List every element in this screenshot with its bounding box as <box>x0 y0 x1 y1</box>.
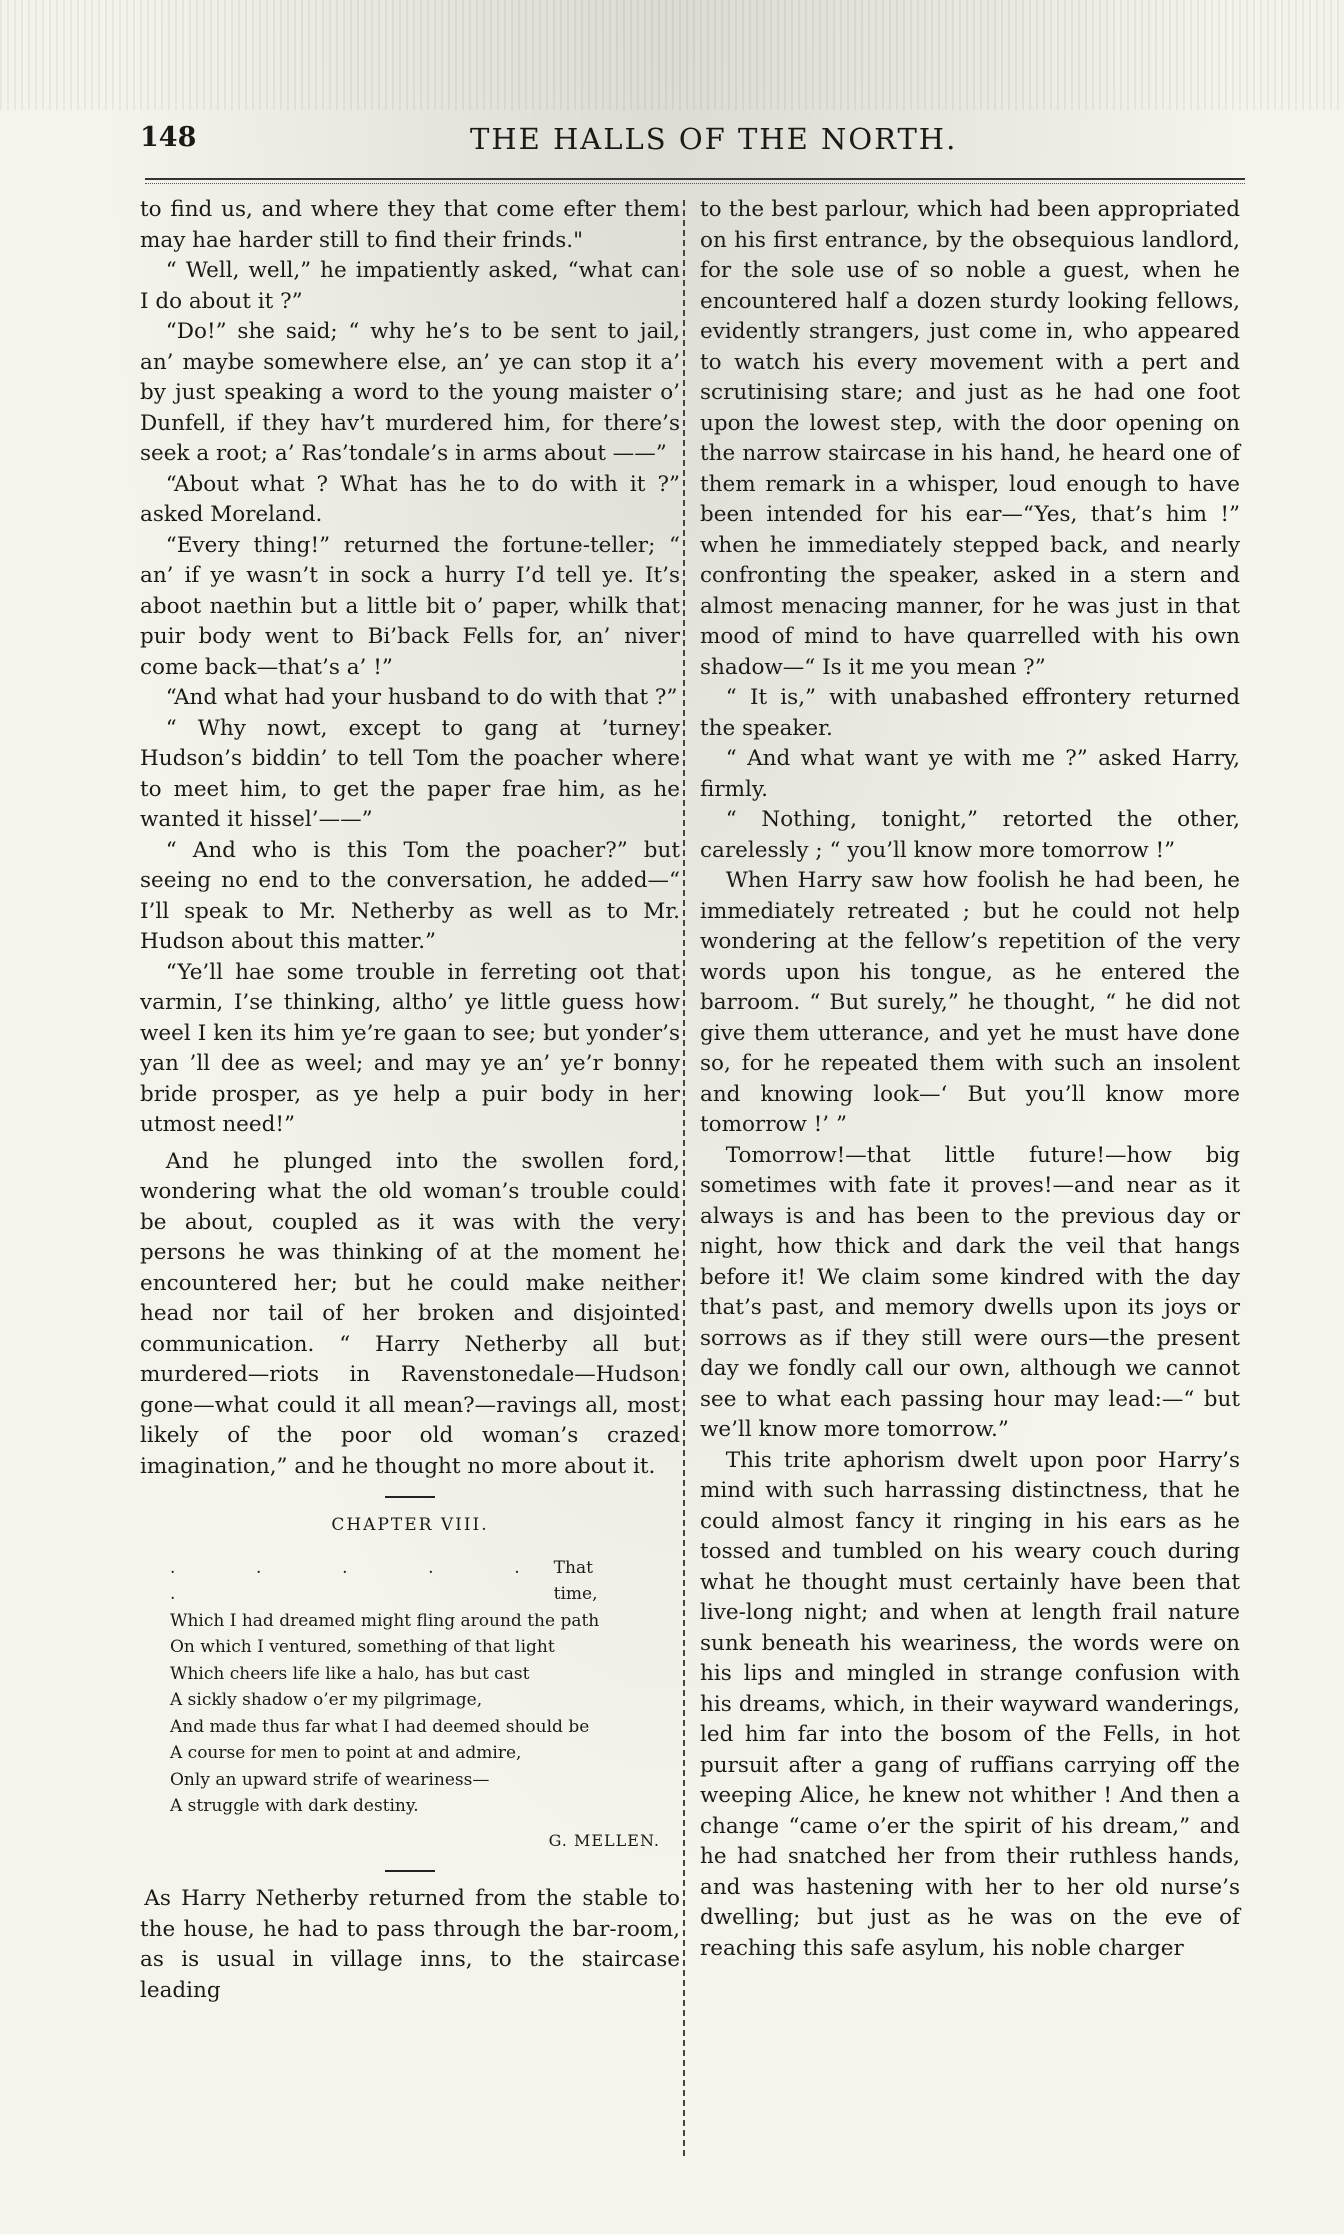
section-separator <box>385 1496 435 1498</box>
poem-line: A struggle with dark destiny. <box>170 1796 419 1816</box>
paragraph: As Harry Netherby returned from the stable to the house, he had to pass through the bar-room, as is usual in village inns, to the staircase leading <box>140 1886 680 2003</box>
paragraph: This trite aphorism dwelt upon poor Harry’s mind with such harrassing distinctness, that he could almost fancy it ringing in his ears as he tossed and tumbled on his weary couch during what he thought must certainly have been that live-long night; and when at length frail nature sunk beneath his weariness, the words were on his lips and mingled in strange confusion with his dreams, which, in their wayward wanderings, led him far into the bosom of the Fells, in hot pursuit after a gang of ruffians carrying off the weeping Alice, he knew not whither ! And then a change “came o’er the spirit of his dream,” and he had snatched her from their ruthless hands, and was hastening with her to her old nurse’s dwelling; but just as he was on the eve of reaching this safe asylum, his noble charger <box>700 1447 1240 1961</box>
paragraph: to the best parlour, which had been appropriated on his first entrance, by the obsequious landlord, for the sole use of so noble a guest, when he encountered half a dozen sturdy looking fellows, evidently strangers, just come in, who appeared to watch his every movement with a pert and scrutinising stare; and just as he had one foot upon the lowest step, with the door opening on the narrow staircase in his hand, he heard one of them remark in a whisper, loud enough to have been intended for his ear—“Yes, that’s him !” when he immediately stepped back, and nearly confronting the speaker, asked in a stern and almost menacing manner, for he was just in that mood of mind to have quarrelled with his own shadow—“ Is it me you mean ?” <box>700 197 1240 680</box>
chapter-heading: CHAPTER VIII. <box>331 1515 489 1535</box>
paragraph: “ Nothing, tonight,” retorted the other, carelessly ; “ you’ll know more tomorrow !” <box>700 807 1240 863</box>
poem-first-line <box>170 1555 680 1608</box>
paragraph: Tomorrow!—that little future!—how big sometimes with fate it proves!—and near as it always is and has been to the previous day or night, how thick and dark the veil that hangs before it! We claim some kindred with the day that’s past, and memory dwells upon its joys or sorrows as if they still were ours—the present day we fondly call our own, although we cannot see to what each passing hour may lead:—“ but we’ll know more tomorrow.” <box>700 1142 1240 1442</box>
epigraph-poem <box>170 1555 680 1820</box>
paragraph: “ Well, well,” he impatiently asked, “what can I do about it ?” <box>140 258 680 314</box>
paragraph: “Every thing!” returned the fortune-teller; “ an’ if ye wasn’t in sock a hurry I’d tell ye. It’s aboot naethin but a little bit o’ paper, whilk that puir body went to Bi’back Fells for, an’ niver come back—that’s a’ !” <box>140 532 680 680</box>
poem-line: That time, <box>553 1557 598 1604</box>
paragraph: When Harry saw how foolish he had been, he immediately retreated ; but he could not help wondering at the fellow’s repetition of the very words upon his tongue, as he entered the barroom. “ But surely,” he thought, “ he did not give them utterance, and yet he must have done so, for he repeated them with such an insolent and knowing look—‘ But you’ll know more tomorrow !’ ” <box>700 868 1240 1137</box>
paragraph: to find us, and where they that come efter them may hae harder still to find their frinds." <box>140 197 680 253</box>
running-head: THE HALLS OF THE NORTH. <box>470 122 958 156</box>
page-number: 148 <box>140 122 197 153</box>
poem-line: A course for men to point at and admire, <box>170 1743 522 1763</box>
paragraph: “Do!” she said; “ why he’s to be sent to jail, an’ maybe somewhere else, an’ ye can stop it a’ by just speaking a word to the young maister o’ Dunfell, if they hav’t murdered him, for there’s seek a root; a’ Ras’tondale’s in arms about ——” <box>140 319 680 466</box>
paragraph: “ Why nowt, except to gang at ’turney Hudson’s biddin’ to tell Tom the poacher where to meet him, to get the paper frae him, as he wanted it hissel’——” <box>140 715 680 832</box>
paragraph: “ And who is this Tom the poacher?” but seeing no end to the conversation, he added—“ I’ll speak to Mr. Netherby as well as to Mr. Hudson about this matter.” <box>140 837 680 954</box>
poem-line: Only an upward strife of weariness— <box>170 1769 490 1790</box>
poem-line: On which I ventured, something of that light <box>170 1637 555 1657</box>
poem-line: Which cheers life like a halo, has but cast <box>170 1663 530 1684</box>
paragraph: “ It is,” with unabashed effrontery returned the speaker. <box>700 685 1240 741</box>
ellipsis-dots: . . . . . . <box>170 1557 554 1604</box>
paragraph: And he plunged into the swollen ford, wondering what the old woman’s trouble could be about, coupled as it was with the very persons he was thinking of at the moment he encountered her; but he could make neither head nor tail of her broken and disjointed communication. “ Harry Netherby all but murdered—riots in Ravenstonedale—Hudson gone—what could it all mean?—ravings all, most likely of the poor old woman’s crazed imagination,” and he thought no more about it. <box>140 1148 680 1479</box>
column-divider <box>683 200 685 2160</box>
scan-noise <box>0 0 1344 110</box>
paragraph: “And what had your husband to do with that ?” <box>165 685 678 710</box>
page-header <box>140 122 1240 162</box>
section-separator <box>385 1870 435 1872</box>
paragraph: “ And what want ye with me ?” asked Harry, firmly. <box>700 746 1240 802</box>
poem-line: And made thus far what I had deemed should be <box>170 1716 590 1737</box>
header-rule <box>145 178 1245 184</box>
paragraph: “Ye’ll hae some trouble in ferreting oot that varmin, I’se thinking, altho’ ye little guess how weel I ken its him ye’re gaan to see; but yonder’s yan ’ll dee as weel; and may ye an’ ye’r bonny bride prosper, as ye help a puir body in her utmost need!” <box>140 959 680 1137</box>
paragraph: “About what ? What has he to do with it ?” asked Moreland. <box>140 471 680 527</box>
left-column <box>140 195 680 2006</box>
poem-attribution: G. MELLEN. <box>548 1830 660 1850</box>
right-column <box>700 195 1240 1964</box>
poem-line: A sickly shadow o’er my pilgrimage, <box>170 1690 483 1710</box>
poem-line: Which I had dreamed might fling around the path <box>170 1610 600 1631</box>
